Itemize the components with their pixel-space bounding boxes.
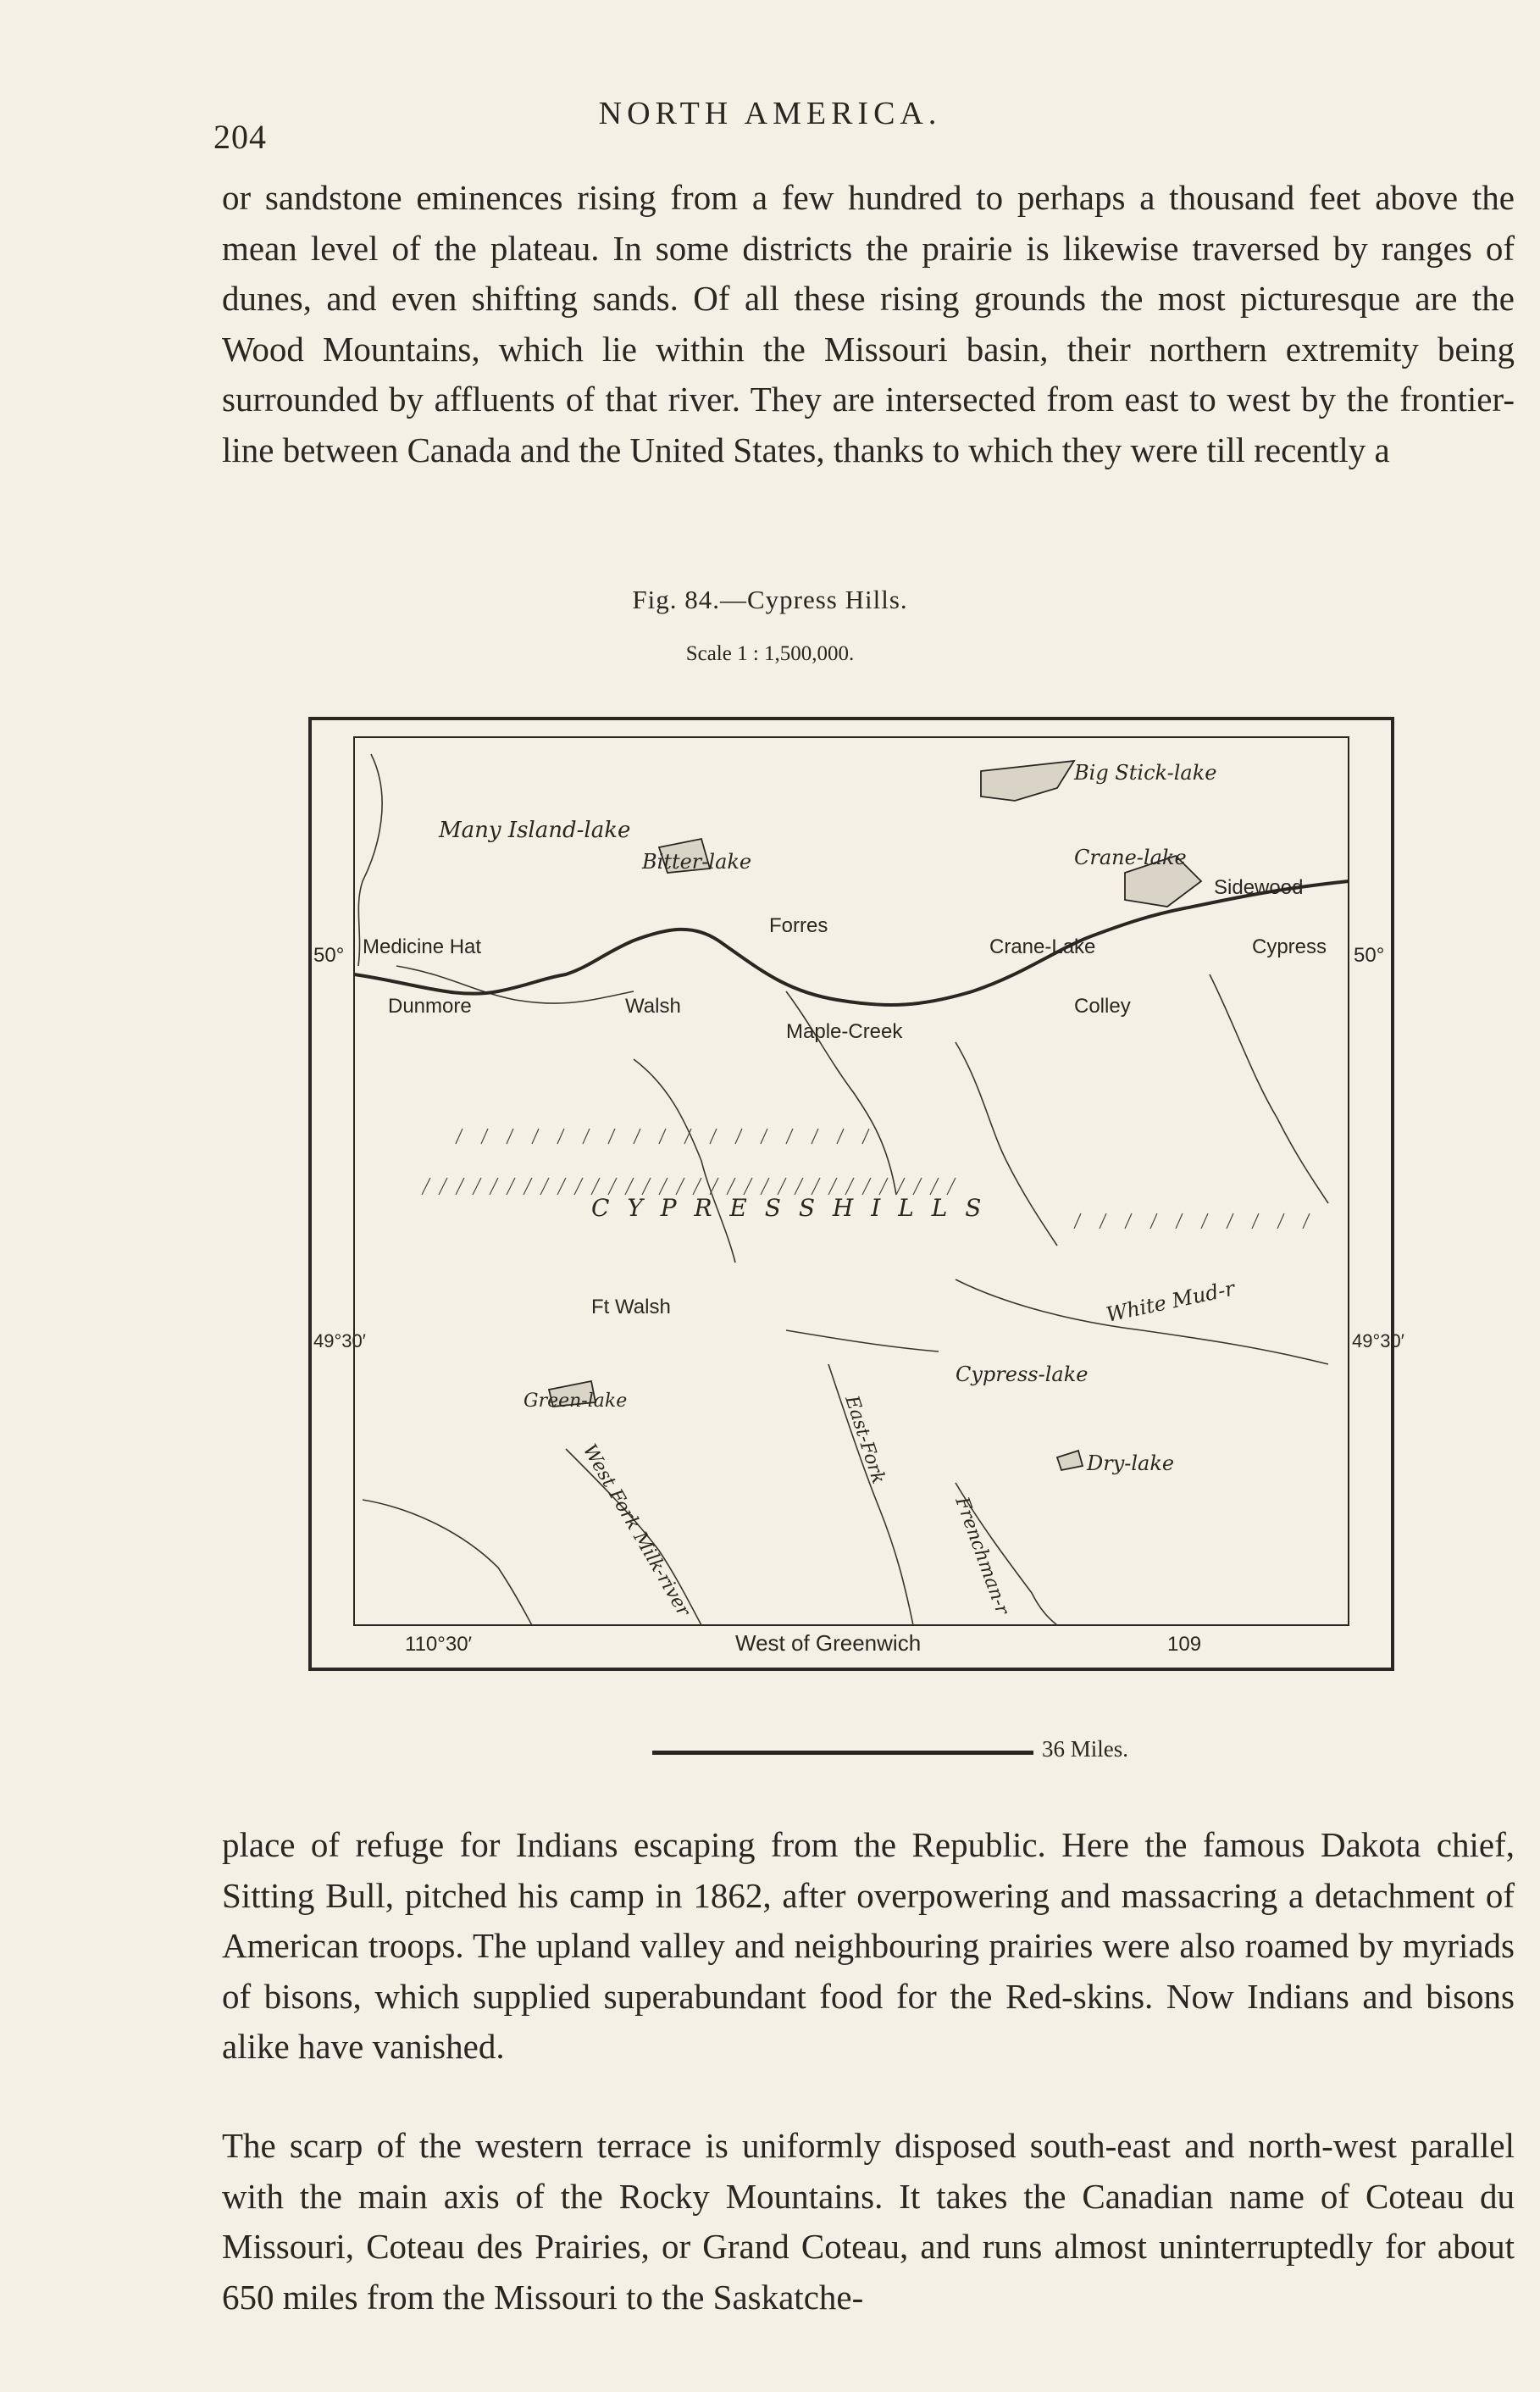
- label-forres: Forres: [769, 914, 828, 937]
- label-sidewood: Sidewood: [1214, 876, 1304, 899]
- label-big-stick-lake: Big Stick-lake: [1074, 761, 1217, 785]
- north-slope-hatching: [456, 1129, 869, 1144]
- scale-bar: [652, 1751, 1033, 1755]
- label-green-lake: Green-lake: [523, 1390, 628, 1412]
- dry-lake-shape: [1057, 1451, 1083, 1470]
- label-west-of-greenwich: West of Greenwich: [735, 1630, 922, 1656]
- label-dry-lake: Dry-lake: [1087, 1451, 1175, 1475]
- label-many-island-lake: Many Island-lake: [439, 818, 631, 843]
- label-white-mud-river: White Mud-r: [1104, 1276, 1238, 1327]
- map-figure: [308, 717, 1404, 1671]
- map-drawing: [312, 720, 1404, 1668]
- label-lat-50-right: 50°: [1354, 944, 1385, 967]
- label-lon-110-30: 110°30′: [405, 1633, 473, 1656]
- label-colley: Colley: [1074, 995, 1131, 1018]
- east-fork-milk-river: [828, 1364, 913, 1625]
- figure-scale: Scale 1 : 1,500,000.: [685, 642, 855, 665]
- cypress-lake-creek: [786, 1330, 939, 1351]
- label-medicine-hat: Medicine Hat: [363, 935, 482, 958]
- label-lat-50-left: 50°: [313, 944, 345, 967]
- east-slope-hatching: [1074, 1213, 1310, 1229]
- label-lat-49-30-left: 49°30′: [313, 1330, 366, 1351]
- label-crane-lake: Crane-Lake: [989, 935, 1096, 958]
- label-bitter-lake: Bitter-lake: [642, 850, 752, 874]
- running-head: NORTH AMERICA.: [598, 96, 942, 131]
- label-cypress-lake: Cypress-lake: [956, 1362, 1089, 1386]
- label-walsh: Walsh: [625, 995, 681, 1018]
- page-number: 204: [213, 118, 267, 156]
- canadian-pacific-railway: [354, 881, 1349, 1005]
- map-inner-border: [354, 737, 1349, 1625]
- label-west-fork-milk-river: West Fork Milk-river: [578, 1440, 695, 1620]
- label-dunmore: Dunmore: [388, 995, 472, 1018]
- label-maple-creek: Maple-Creek: [786, 1020, 903, 1043]
- label-cypress: Cypress: [1252, 935, 1327, 958]
- label-lon-109: 109: [1167, 1633, 1202, 1656]
- label-east-fork: East-Fork: [840, 1393, 889, 1487]
- label-frenchman-river: Frenchman-r: [950, 1494, 1013, 1618]
- big-stick-lake-shape: [981, 761, 1074, 801]
- figure-caption: Fig. 84.—Cypress Hills.: [632, 585, 908, 614]
- paragraph-bottom-1: place of refuge for Indians escaping from the Republic. Here the famous Dakota chief, Sitting Bull, pitched his camp in 1862, after overpowering and massacring a detachment of American troops. The upland valley and neighbouring prairies were also roamed by myriads of bisons, which supplied superabundant food for the Red-skins. Now Indians and bisons alike have vanished.: [222, 1825, 1515, 2066]
- saskatchewan-river: [358, 754, 382, 966]
- cypress-hills-hatching: [422, 1178, 956, 1195]
- label-ft-walsh: Ft Walsh: [591, 1296, 671, 1318]
- label-lat-49-30-right: 49°30′: [1352, 1330, 1404, 1351]
- hills-drainage-3: [1210, 974, 1328, 1203]
- paragraph-top: or sandstone eminences rising from a few hundred to perhaps a thousand feet above the mean level of the plateau. In some districts the prairie is likewise traversed by ranges of dunes, and even shifting sands. Of all these rising grounds the most picturesque are the Wood Mountains, which lie within the Missouri basin, their northern extremity being surrounded by affluents of that river. They are intersected from east to west by the frontier-line between Canada and the United States, thanks to which they were till recently a: [222, 178, 1515, 469]
- label-cypress-hills: C Y P R E S S H I L L S: [591, 1194, 987, 1222]
- scale-bar-label: 36 Miles.: [1042, 1736, 1129, 1762]
- label-crane-lake-top: Crane-lake: [1074, 846, 1187, 869]
- hills-drainage-1: [634, 1059, 735, 1263]
- white-mud-river: [956, 1279, 1328, 1364]
- paragraph-bottom-2: The scarp of the western terrace is uniformly disposed south-east and north-west parallel with the main axis of the Rocky Mountains. It takes the Canadian name of Coteau du Missouri, Coteau des Prairies, or Grand Coteau, and runs almost uninterruptedly for about 650 miles from the Missouri to the Saskatche-: [222, 2126, 1515, 2317]
- southwest-drainage: [363, 1500, 532, 1625]
